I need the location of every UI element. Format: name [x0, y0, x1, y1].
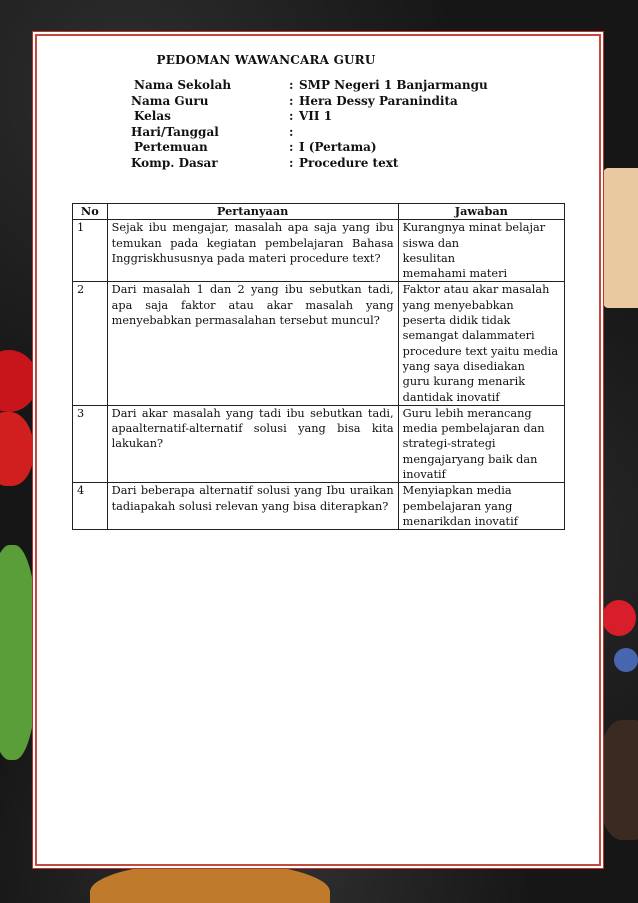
bowl-decoration	[598, 168, 638, 308]
info-label: Hari/Tanggal	[131, 124, 219, 139]
answer-line: pembelajaran yang	[402, 499, 513, 513]
answer-cell	[398, 282, 564, 405]
header-answer: Jawaban	[398, 204, 564, 220]
answer-line: inovatif	[402, 468, 446, 482]
table-row	[73, 405, 565, 482]
blueberry-decoration	[614, 648, 638, 672]
header-no: No	[73, 204, 108, 220]
answer-line: semangat dalammateri	[402, 329, 535, 343]
answer-line: procedure text yaitu media	[402, 344, 559, 358]
info-label: Kelas	[134, 109, 171, 124]
info-label: Komp. Dasar	[131, 155, 218, 170]
info-label: Nama Sekolah	[134, 78, 232, 92]
info-value: VII 1	[299, 109, 333, 124]
table-row	[73, 282, 565, 405]
document-title: PEDOMAN WAWANCARA GURU	[156, 53, 376, 67]
answer-line: mengajaryang baik dan	[402, 452, 538, 466]
question-cell: Sejak ibu mengajar, masalah apa saja yang ibu temukan pada kegiatan pembelajaran Bahasa Inggriskhususnya pada materi procedure text?	[107, 220, 398, 282]
row-number: 3	[73, 405, 108, 482]
info-colon: :	[289, 140, 294, 155]
answer-cell	[398, 405, 564, 482]
dish-decoration	[598, 720, 638, 840]
info-label: Pertemuan	[134, 140, 208, 155]
info-value: Procedure text	[299, 155, 399, 170]
info-colon: :	[289, 124, 294, 139]
answer-line: Menyiapkan media	[402, 484, 512, 498]
table-header-row	[73, 204, 565, 220]
info-value: Hera Dessy Paranindita	[299, 93, 458, 108]
strawberry-decoration	[602, 600, 636, 636]
row-number: 4	[73, 483, 108, 530]
info-colon: :	[289, 109, 294, 124]
answer-line: media pembelajaran dan	[402, 422, 545, 436]
answer-cell	[398, 220, 564, 282]
info-colon: :	[289, 78, 294, 92]
table-body	[73, 220, 565, 530]
info-value: I (Pertama)	[299, 140, 377, 155]
answer-line: Faktor atau akar masalah	[402, 283, 550, 297]
answer-line: yang saya disediakan	[402, 359, 525, 373]
info-label: Nama Guru	[131, 93, 209, 108]
row-number: 2	[73, 282, 108, 405]
answer-cell	[398, 483, 564, 530]
answer-line: yang menyebabkan	[402, 298, 514, 312]
info-colon: :	[289, 93, 294, 108]
answer-line: menarikdan inovatif	[402, 514, 518, 528]
answer-line: strategi-strategi	[402, 437, 496, 451]
answer-line: memahami materi	[402, 267, 508, 281]
header-question: Pertanyaan	[107, 204, 398, 220]
info-value: SMP Negeri 1 Banjarmangu	[299, 78, 488, 92]
interview-table	[72, 203, 565, 530]
document-page	[35, 34, 601, 866]
answer-line: Kurangnya minat belajar	[402, 221, 546, 235]
question-cell: Dari beberapa alternatif solusi yang Ibu uraikan tadiapakah solusi relevan yang bisa diterapkan?	[107, 483, 398, 530]
row-number: 1	[73, 220, 108, 282]
answer-line: kesulitan	[402, 251, 456, 265]
answer-line: guru kurang menarik	[402, 375, 526, 389]
answer-line: Guru lebih merancang	[402, 406, 532, 420]
answer-line: dantidak inovatif	[402, 390, 500, 404]
table-row	[73, 220, 565, 282]
info-colon: :	[289, 155, 294, 170]
answer-line: siswa dan	[402, 236, 460, 250]
answer-line: peserta didik tidak	[402, 314, 511, 328]
question-cell: Dari akar masalah yang tadi ibu sebutkan tadi, apaalternatif-alternatif solusi yang bisa kita lakukan?	[107, 405, 398, 482]
table-row	[73, 483, 565, 530]
question-cell: Dari masalah 1 dan 2 yang ibu sebutkan tadi, apa saja faktor atau akar masalah yang menyebabkan permasalahan tersebut muncul?	[107, 282, 398, 405]
